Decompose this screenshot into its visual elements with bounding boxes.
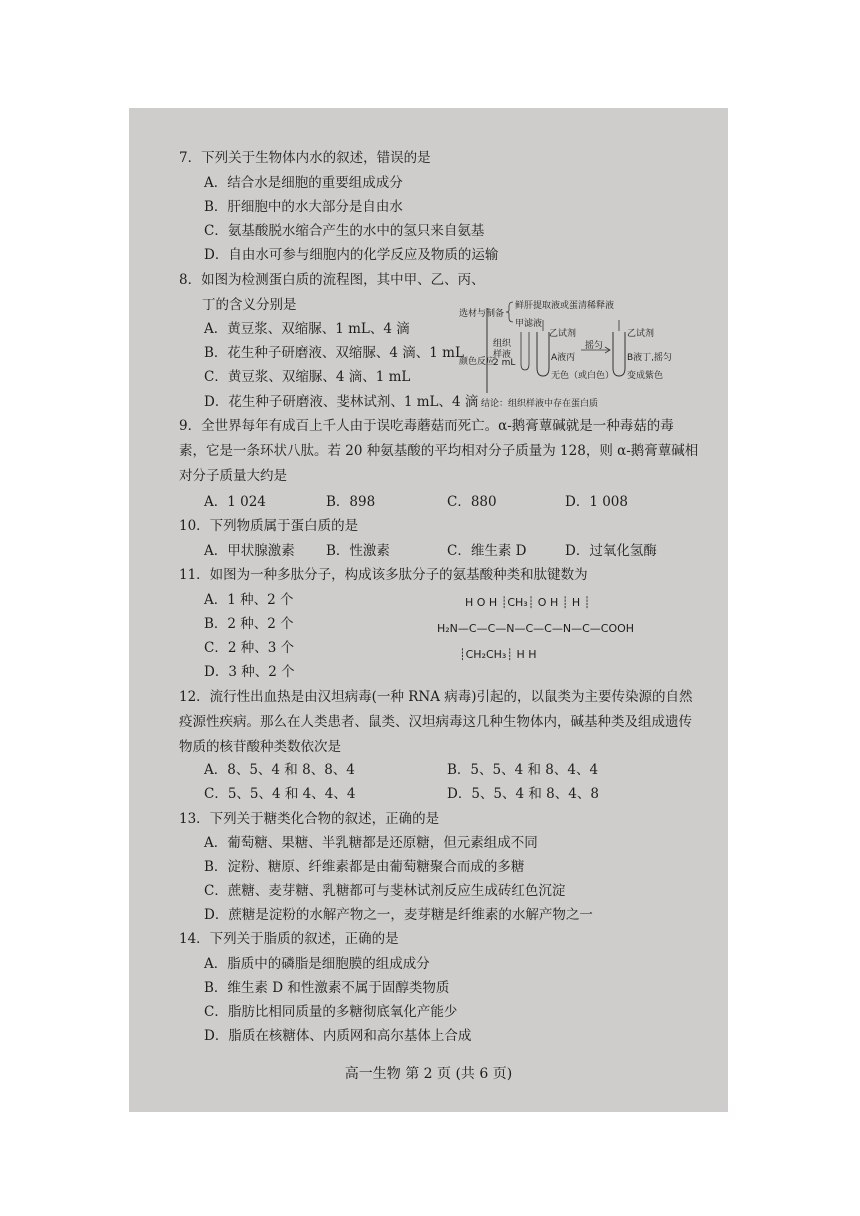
q13-option-b: B．淀粉、糖原、纤维素都是由葡萄糖聚合而成的多糖 [204, 859, 525, 875]
diagram-tube-a-reagent: 乙试剂 [549, 329, 577, 339]
q10-option-b: B．性激素 [326, 543, 390, 559]
q10-option-d: D．过氧化氢酶 [565, 543, 657, 559]
q9-option-c: C．880 [447, 494, 497, 510]
q9-option-d: D．1 008 [565, 494, 628, 510]
q11-option-b: B．2 种、2 个 [204, 616, 294, 632]
q8-option-c: C．黄豆浆、双缩脲、4 滴、1 mL [204, 369, 411, 385]
q9-stem: 9．全世界每年有成百上千人由于误吃毒蘑菇而死亡。α-鹅膏蕈碱就是一种毒菇的毒素，它是一条环状八肽。若 20 种氨基酸的平均相对分子质量为 128，则 α-鹅膏蕈碱相对分子质量大约是 [179, 418, 699, 484]
q8-stem-line2: 丁的含义分别是 [202, 297, 297, 313]
q11-option-d: D．3 种、2 个 [204, 664, 295, 680]
diagram-tube-a-note: 无色（或白色） [551, 371, 615, 381]
q11-polypeptide-structure [437, 596, 697, 666]
q14-option-b: B．维生素 D 和性激素不属于固醇类物质 [204, 980, 450, 996]
diagram-step-prepare: 选材与制备 [459, 309, 505, 319]
q12-option-b: B．5、5、4 和 8、4、4 [447, 762, 599, 778]
q11-option-c: C．2 种、3 个 [204, 640, 295, 656]
diagram-tube-b-reagent: 乙试剂 [627, 329, 655, 339]
diagram-step-color: 颜色反应 [459, 357, 496, 367]
diagram-brace-bottom: 甲滤液 [515, 319, 543, 329]
molecule-top-row: H O H ┊CH₃┊ O H ┊ H ┊ [465, 596, 591, 609]
molecule-bottom-row: ┊CH₂CH₃┊ H H [459, 648, 537, 661]
q11-option-a: A．1 种、2 个 [204, 592, 294, 608]
q7-option-d: D．自由水可参与细胞内的化学反应及物质的运输 [204, 247, 499, 263]
diagram-tube-a-label: A液丙 [551, 353, 576, 363]
q13-stem: 13．下列关于糖类化合物的叙述，正确的是 [179, 811, 440, 827]
diagram-sample-2: 样液 [493, 350, 512, 360]
q14-option-c: C．脂肪比相同质量的多糖彻底氧化产能少 [204, 1004, 458, 1020]
q14-option-d: D．脂质在核糖体、内质网和高尔基体上合成 [204, 1028, 472, 1044]
exam-page [129, 108, 728, 1112]
diagram-tube-b-note: 变成紫色 [627, 371, 664, 381]
q12-stem: 12．流行性出血热是由汉坦病毒(一种 RNA 病毒)引起的，以鼠类为主要传染源的自然疫源性疾病。那么在人类患者、鼠类、汉坦病毒这几种生物体内，碱基种类及组成遗传物质的核苷酸种类数依次是 [179, 689, 693, 755]
diagram-sample-1: 组织 [493, 339, 512, 349]
q10-option-c: C．维生素 D [447, 543, 527, 559]
q9-option-a: A．1 024 [204, 494, 266, 510]
diagram-tube-b-label: B液丁,摇匀 [627, 353, 673, 363]
q14-stem: 14．下列关于脂质的叙述，正确的是 [179, 931, 399, 947]
q12-option-c: C．5、5、4 和 4、4、4 [204, 786, 356, 802]
q8-option-d: D．花生种子研磨液、斐林试剂、1 mL、4 滴 [204, 394, 479, 410]
q7-option-b: B．肝细胞中的水大部分是自由水 [204, 199, 403, 215]
q10-stem: 10．下列物质属于蛋白质的是 [179, 518, 359, 534]
q8-option-a: A．黄豆浆、双缩脲、1 mL、4 滴 [204, 321, 410, 337]
q7-stem: 7．下列关于生物体内水的叙述，错误的是 [179, 150, 431, 166]
q13-option-c: C．蔗糖、麦芽糖、乳糖都可与斐林试剂反应生成砖红色沉淀 [204, 883, 566, 899]
diagram-sample-3: 2 mL [493, 358, 516, 368]
q7-option-c: C．氨基酸脱水缩合产生的水中的氢只来自氨基 [204, 223, 485, 239]
q10-option-a: A．甲状腺激素 [204, 543, 295, 559]
q8-flow-diagram [459, 298, 679, 409]
molecule-main-chain: H₂N—C—C—N—C—C—N—C—COOH [437, 622, 635, 635]
q9-option-b: B．898 [326, 494, 376, 510]
q14-option-a: A．脂质中的磷脂是细胞膜的组成成分 [204, 956, 430, 972]
q12-option-d: D．5、5、4 和 8、4、8 [447, 786, 599, 802]
q8-option-b: B．花生种子研磨液、双缩脲、4 滴、1 mL [204, 345, 464, 361]
page-footer: 高一生物 第 2 页 (共 6 页) [344, 1066, 513, 1082]
q13-option-a: A．葡萄糖、果糖、半乳糖都是还原糖，但元素组成不同 [204, 835, 538, 851]
q13-option-d: D．蔗糖是淀粉的水解产物之一，麦芽糖是纤维素的水解产物之一 [204, 907, 593, 923]
q11-stem: 11．如图为一种多肽分子，构成该多肽分子的氨基酸种类和肽键数为 [179, 567, 588, 583]
q7-option-a: A．结合水是细胞的重要组成成分 [204, 175, 403, 191]
diagram-arrow-label: 摇匀 [585, 341, 604, 351]
diagram-brace-top: 鲜肝提取液或蛋清稀释液 [515, 301, 615, 311]
q12-option-a: A．8、5、4 和 8、8、4 [204, 762, 355, 778]
q8-stem-line1: 8．如图为检测蛋白质的流程图，其中甲、乙、丙、 [179, 272, 485, 288]
diagram-conclusion: 结论：组织样液中存在蛋白质 [481, 399, 599, 409]
